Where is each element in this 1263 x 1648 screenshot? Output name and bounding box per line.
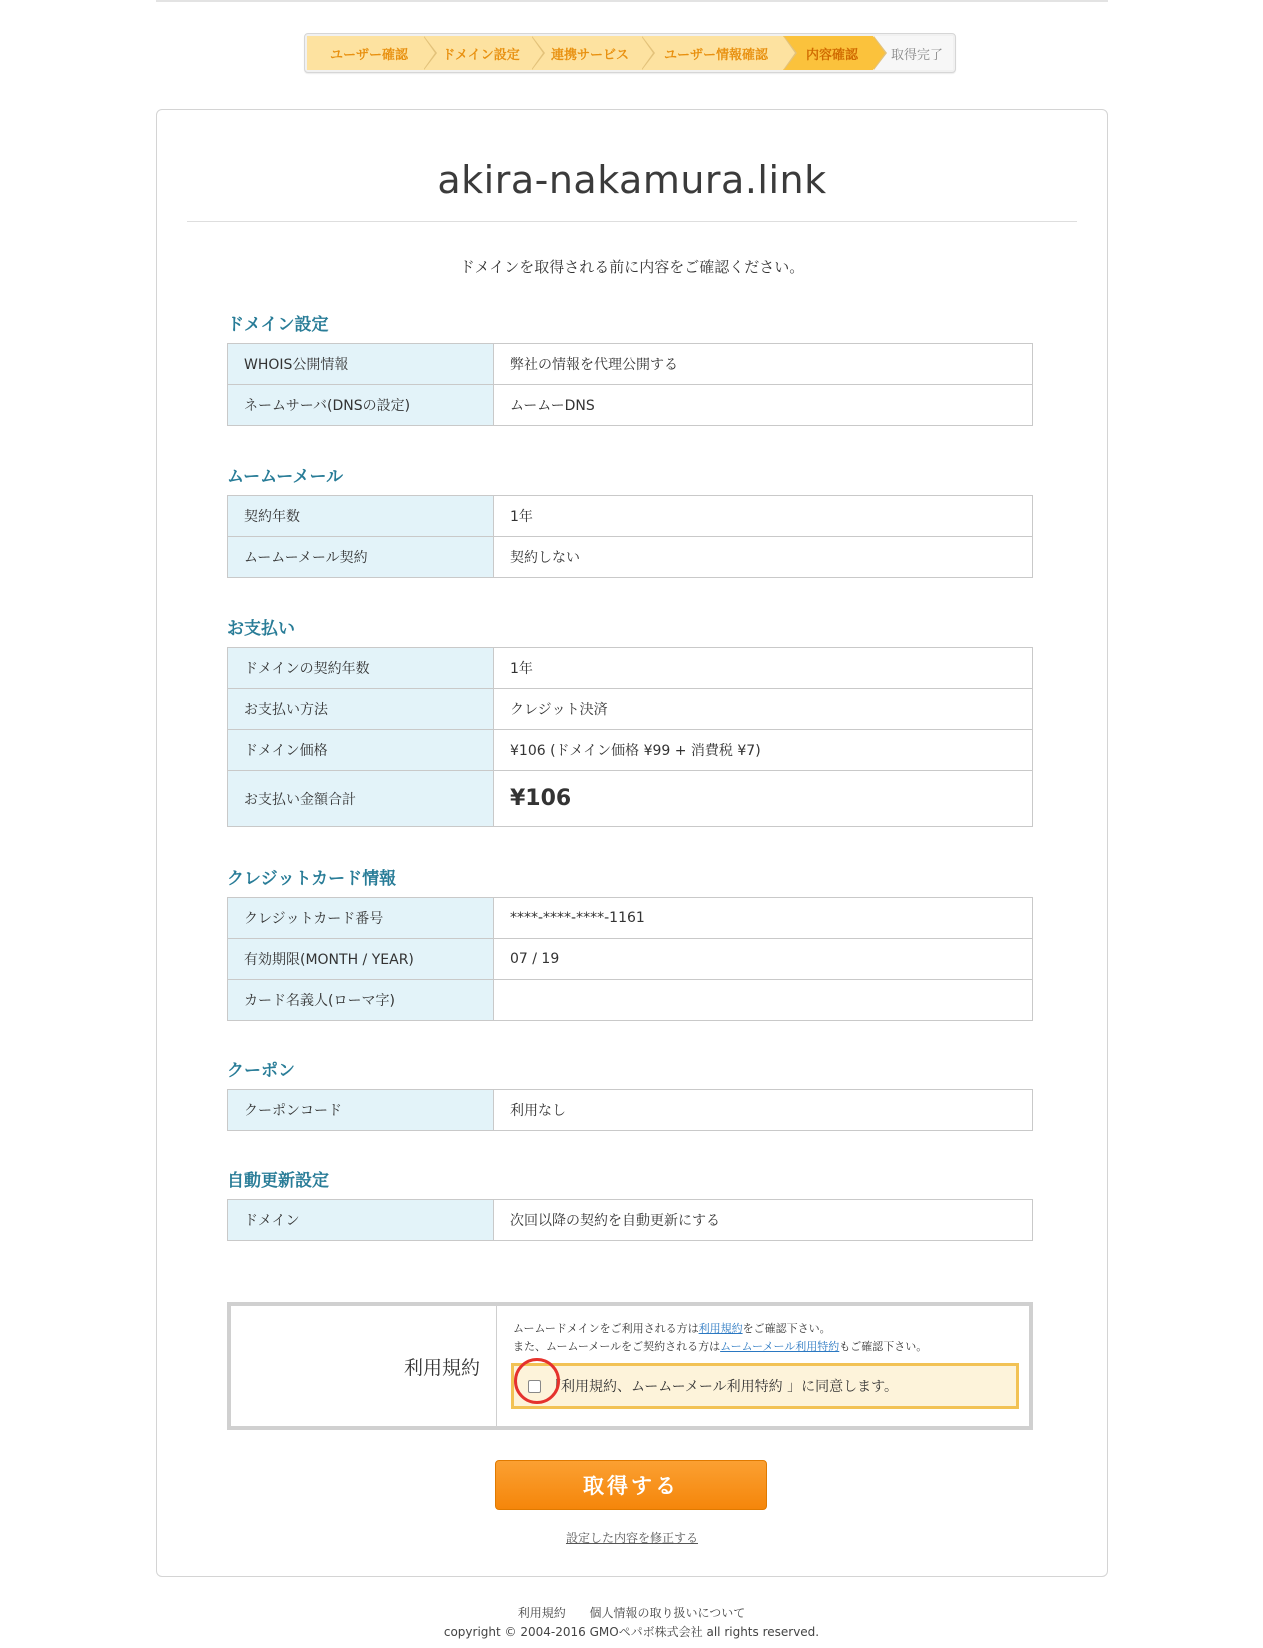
section-title-coupon: クーポン bbox=[227, 1061, 295, 1081]
row-value: 1年 bbox=[494, 496, 1033, 537]
row-value: ****-****-****-1161 bbox=[494, 898, 1033, 939]
coupon-table bbox=[227, 1089, 1033, 1131]
table-row bbox=[228, 1200, 1033, 1241]
step-label: 連携サービス bbox=[550, 47, 629, 63]
row-value: ムームーDNS bbox=[494, 385, 1033, 426]
step-label: 内容確認 bbox=[805, 47, 858, 63]
payment-table bbox=[227, 647, 1033, 827]
row-label: ムームーメール契約 bbox=[228, 537, 494, 578]
table-row bbox=[228, 730, 1033, 771]
table-row bbox=[228, 939, 1033, 980]
row-value: 1年 bbox=[494, 648, 1033, 689]
table-row bbox=[228, 771, 1033, 827]
acquire-button[interactable]: 取得する bbox=[495, 1460, 767, 1510]
row-label: カード名義人(ローマ字) bbox=[228, 980, 494, 1021]
table-row bbox=[228, 537, 1033, 578]
progress-steps bbox=[304, 33, 956, 73]
terms-notice-line-2: また、ムームーメールをご契約される方はムームーメール利用特約もご確認下さい。 bbox=[513, 1340, 928, 1353]
modify-settings bbox=[157, 1529, 1107, 1546]
terms-label: 利用規約 bbox=[231, 1306, 497, 1426]
table-row bbox=[228, 898, 1033, 939]
row-label: ネームサーバ(DNSの設定) bbox=[228, 385, 494, 426]
auto-renew-table bbox=[227, 1199, 1033, 1241]
row-label: ドメイン bbox=[228, 1200, 494, 1241]
table-row bbox=[228, 496, 1033, 537]
step-label: 取得完了 bbox=[890, 47, 943, 63]
card-table bbox=[227, 897, 1033, 1021]
step-label: ユーザー情報確認 bbox=[663, 47, 768, 63]
row-value: 07 / 19 bbox=[494, 939, 1033, 980]
domain-settings-table bbox=[227, 343, 1033, 426]
terms-body bbox=[497, 1306, 1029, 1426]
section-title-mail: ムームーメール bbox=[227, 467, 344, 487]
table-row bbox=[228, 648, 1033, 689]
row-label: クレジットカード番号 bbox=[228, 898, 494, 939]
step-label: ドメイン設定 bbox=[442, 47, 520, 63]
total-amount: ¥106 bbox=[510, 786, 572, 811]
table-row bbox=[228, 385, 1033, 426]
table-row bbox=[228, 344, 1033, 385]
step-user-info-confirm bbox=[641, 36, 783, 70]
mail-table bbox=[227, 495, 1033, 578]
table-row bbox=[228, 689, 1033, 730]
row-label: 有効期限(MONTH / YEAR) bbox=[228, 939, 494, 980]
agree-terms-option[interactable] bbox=[511, 1363, 1019, 1409]
row-label: お支払い金額合計 bbox=[228, 771, 494, 827]
domain-name-title: akira-nakamura.link bbox=[437, 158, 827, 202]
modify-settings-link[interactable]: 設定した内容を修正する bbox=[565, 1531, 698, 1545]
section-title-payment: お支払い bbox=[227, 619, 295, 639]
terms-notice-line-1: ムームードメインをご利用される方は利用規約をご確認下さい。 bbox=[513, 1322, 831, 1335]
section-title-domain-settings: ドメイン設定 bbox=[227, 315, 329, 335]
footer-link-privacy[interactable]: 個人情報の取り扱いについて bbox=[589, 1606, 746, 1620]
top-divider bbox=[156, 0, 1108, 2]
section-title-auto-renew: 自動更新設定 bbox=[227, 1171, 329, 1191]
lead-text: ドメインを取得される前に内容をご確認ください。 bbox=[459, 258, 805, 276]
row-value: 次回以降の契約を自動更新にする bbox=[494, 1200, 1033, 1241]
row-value: ¥106 (ドメイン価格 ¥99 + 消費税 ¥7) bbox=[494, 730, 1033, 771]
row-label: お支払い方法 bbox=[228, 689, 494, 730]
table-row bbox=[228, 1090, 1033, 1131]
step-domain-settings bbox=[423, 36, 531, 70]
section-title-card: クレジットカード情報 bbox=[227, 869, 397, 889]
footer-links bbox=[0, 1604, 1263, 1621]
row-label: ドメイン価格 bbox=[228, 730, 494, 771]
row-value: 利用なし bbox=[494, 1090, 1033, 1131]
footer-link-terms[interactable]: 利用規約 bbox=[517, 1606, 566, 1620]
row-value: 契約しない bbox=[494, 537, 1033, 578]
table-row bbox=[228, 980, 1033, 1021]
step-label: ユーザー確認 bbox=[329, 47, 408, 63]
row-label: 契約年数 bbox=[228, 496, 494, 537]
agree-label: 「利用規約、ムームーメール利用特約 」に同意します。 bbox=[547, 1379, 898, 1395]
terms-box bbox=[227, 1302, 1033, 1430]
row-label: クーポンコード bbox=[228, 1090, 494, 1131]
row-value: 弊社の情報を代理公開する bbox=[494, 344, 1033, 385]
row-value bbox=[494, 980, 1033, 1021]
step-user-confirm bbox=[307, 36, 423, 70]
mail-special-terms-link[interactable]: ムームーメール利用特約 bbox=[720, 1340, 840, 1353]
step-linked-services bbox=[531, 36, 641, 70]
highlight-circle bbox=[514, 1358, 560, 1404]
row-value: クレジット決済 bbox=[494, 689, 1033, 730]
terms-of-service-link[interactable]: 利用規約 bbox=[698, 1322, 743, 1335]
confirmation-card bbox=[156, 109, 1108, 1577]
row-label: WHOIS公開情報 bbox=[228, 344, 494, 385]
row-label: ドメインの契約年数 bbox=[228, 648, 494, 689]
title-divider bbox=[187, 221, 1077, 222]
copyright: copyright © 2004-2016 GMOペパボ株式会社 all rights reserved. bbox=[443, 1625, 820, 1639]
